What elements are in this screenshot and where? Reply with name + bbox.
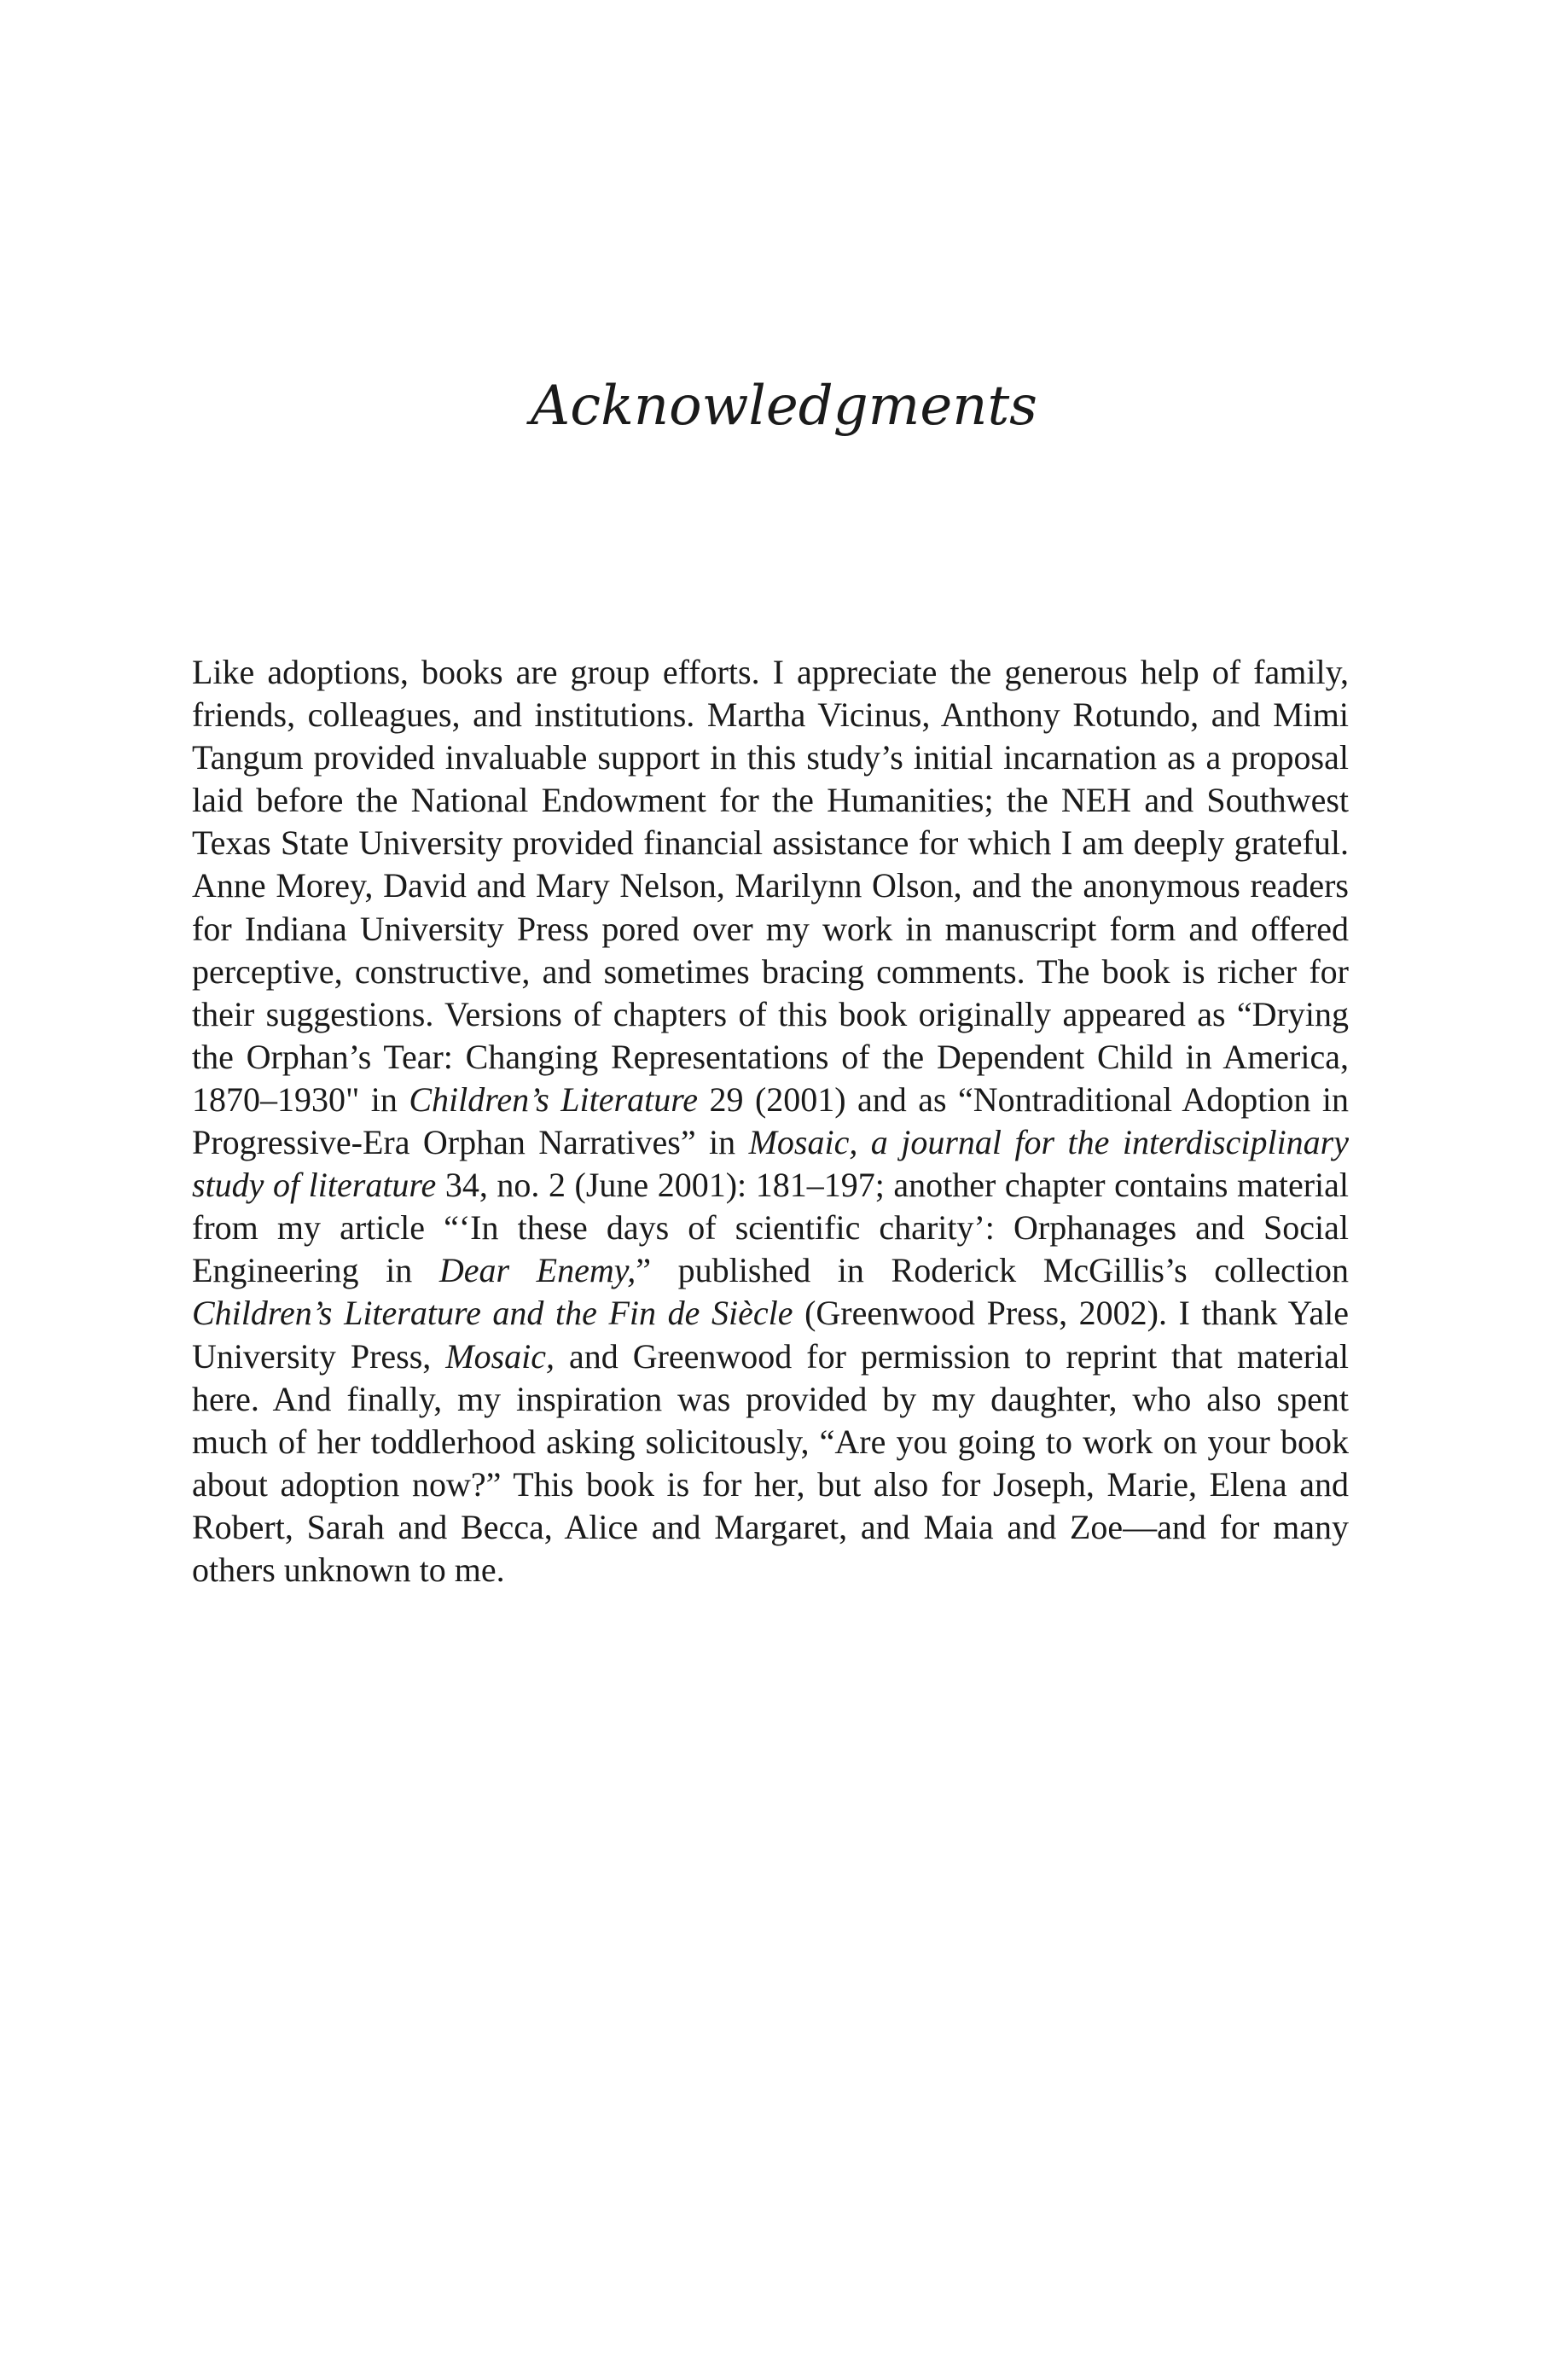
text-segment: ” published in Roderick McGillis’s collection <box>636 1251 1350 1290</box>
text-segment: and Greenwood for permission to reprint that material here. And finally, my inspiration was provided by my daughter, who also spent much of her toddlerhood asking solicitously, “Are you going to work on your book about adoption now?” This book is for her, but also for Joseph, Marie, Elena and Robert, Sarah and Becca, Alice and Margaret, and Maia and Zoe—and for many others unknown to me. <box>192 1336 1349 1589</box>
italic-title-segment: Dear Enemy, <box>438 1251 636 1290</box>
text-segment: 34, no. 2 (June 2001): 181–197; another chapter contains material from my article “‘In these days of scientific charity’: Orphanages and Social Engineering in <box>192 1166 1350 1290</box>
acknowledgments-paragraph <box>192 651 1349 1591</box>
text-segment: Like adoptions, books are group efforts. I appreciate the generous help of family, friends, colleagues, and institutions. Martha Vicinus, Anthony Rotundo, and Mimi Tangum provided invaluable support in this study’s initial incarnation as a proposal laid before the National Endowment for the Humanities; the NEH and Southwest Texas State University provided financial assistance for which I am deeply grateful. Anne Morey, David and Mary Nelson, Marilynn Olson, and the anonymous readers for Indiana University Press pored over my work in manuscript form and offered perceptive, constructive, and sometimes bracing comments. The book is richer for their suggestions. Versions of chapters of this book originally appeared as “Drying the Orphan’s Tear: Changing Representations of the Dependent Child in America, 1870–1930" in <box>192 653 1349 1119</box>
italic-title-segment: Mosaic, a journal for the interdisciplinary study of literature <box>192 1123 1350 1205</box>
italic-title-segment: Mosaic, <box>445 1336 555 1376</box>
italic-title-segment: Children’s Literature and the Fin de Siècle <box>192 1294 793 1333</box>
text-segment: (Greenwood Press, 2002). I thank Yale University Press, <box>192 1294 1349 1376</box>
page-title: Acknowledgments <box>531 375 1037 438</box>
italic-title-segment: Children’s Literature <box>409 1079 699 1119</box>
text-segment: 29 (2001) and as “Nontraditional Adoption in Progressive-Era Orphan Narratives” in <box>192 1079 1349 1162</box>
